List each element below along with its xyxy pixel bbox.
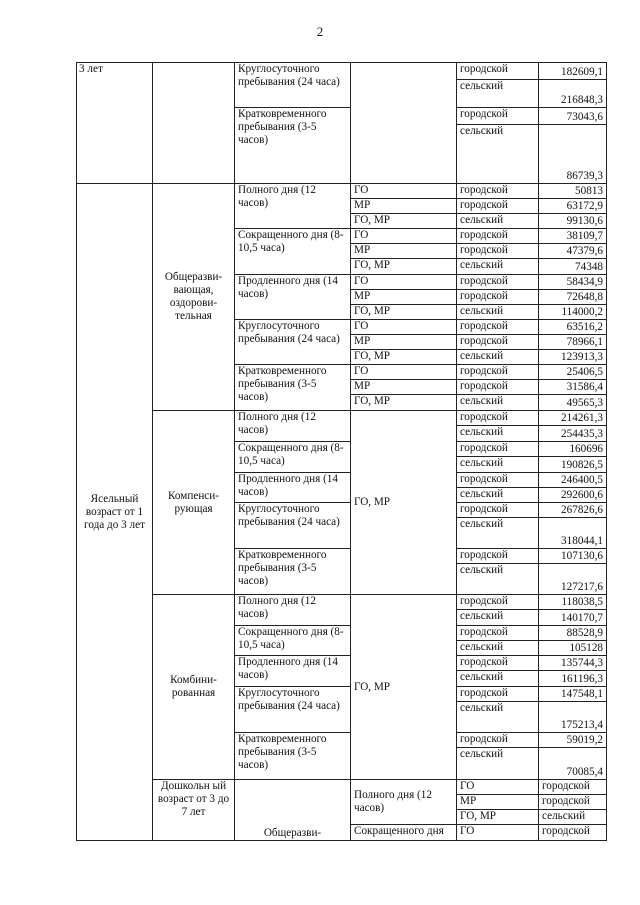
cost-value-cell: 86739,3 <box>539 125 607 184</box>
settlement-type-cell: сельский <box>457 350 539 365</box>
settlement-type-cell: сельский <box>457 564 539 595</box>
cost-value-cell: 182609,1 <box>539 63 607 80</box>
settlement-type-cell: городской <box>457 733 539 748</box>
settlement-type-cell: городской <box>457 473 539 488</box>
stay-mode-cell: Кратковременного пребывания (3-5 часов) <box>235 549 351 595</box>
territory-cell: МР <box>351 335 457 350</box>
cost-value-cell: 63172,9 <box>539 199 607 214</box>
settlement-type-cell: сельский <box>457 259 539 275</box>
settlement-type-cell: городской <box>457 442 539 457</box>
cost-value-cell: 72648,8 <box>539 290 607 305</box>
settlement-type-cell: сельский <box>457 214 539 229</box>
cost-value-cell: 47379,6 <box>539 244 607 259</box>
cost-value-cell: 25406,5 <box>539 365 607 380</box>
stay-mode-cell: Полного дня (12 часов) <box>351 780 457 825</box>
settlement-type-cell: городской <box>457 365 539 380</box>
stay-mode-cell: Продленного дня (14 часов) <box>235 656 351 687</box>
territory-cell: МР <box>457 795 539 810</box>
settlement-type-cell: сельский <box>457 748 539 780</box>
cost-value-cell: 50813 <box>539 184 607 199</box>
territory-cell: ГО <box>351 184 457 199</box>
territory-cell: ГО, МР <box>351 259 457 275</box>
program-type-cell <box>153 63 235 184</box>
cost-value-cell: 123913,3 <box>539 350 607 365</box>
territory-cell: ГО, МР <box>351 305 457 320</box>
territory-cell: ГО <box>351 320 457 335</box>
settlement-type-cell: сельский <box>457 80 539 108</box>
settlement-type-cell: городской <box>457 275 539 290</box>
settlement-type-cell: городской <box>457 656 539 671</box>
settlement-type-cell: сельский <box>457 488 539 503</box>
age-group-cell: Дошкольн ый возраст от 3 до 7 лет <box>153 780 235 841</box>
territory-cell: ГО <box>457 780 539 795</box>
tariff-table <box>76 62 607 841</box>
territory-cell: МР <box>351 199 457 214</box>
territory-cell: МР <box>351 244 457 259</box>
cost-value-cell: 216848,3 <box>539 80 607 108</box>
program-type-cell: Компенси-рующая <box>153 411 235 595</box>
settlement-type-cell: городской <box>457 411 539 426</box>
stay-mode-cell: Полного дня (12 часов) <box>235 411 351 442</box>
cost-value-cell: 107130,6 <box>539 549 607 564</box>
program-type-cell: Комбини-рованная <box>153 595 235 780</box>
table-row <box>77 595 607 610</box>
settlement-type-cell: сельский <box>457 395 539 411</box>
stay-mode-cell: Кратковременного пребывания (3-5 часов) <box>235 365 351 411</box>
stay-mode-cell: Продленного дня (14 часов) <box>235 473 351 503</box>
settlement-type-cell: городской <box>457 229 539 244</box>
cost-value-cell: 88528,9 <box>539 626 607 641</box>
table-row <box>77 780 607 795</box>
cost-value-cell: 135744,3 <box>539 656 607 671</box>
cost-value-cell: 114000,2 <box>539 305 607 320</box>
territory-cell: МР <box>351 380 457 395</box>
settlement-type-cell: городской <box>457 380 539 395</box>
table-row <box>77 184 607 199</box>
stay-mode-cell: Сокращенного дня (8-10,5 часа) <box>235 626 351 656</box>
cost-value-cell: 175213,4 <box>539 702 607 733</box>
territory-cell: ГО, МР <box>351 395 457 411</box>
settlement-type-cell: сельский <box>457 671 539 687</box>
territory-cell: ГО, МР <box>351 595 457 780</box>
stay-mode-cell: Круглосуточного пребывания (24 часа) <box>235 320 351 365</box>
settlement-type-cell: сельский <box>457 610 539 626</box>
territory-cell: ГО, МР <box>457 810 539 825</box>
settlement-type-cell: городской <box>457 199 539 214</box>
stay-mode-cell: Кратковременного пребывания (3-5 часов) <box>235 108 351 184</box>
cost-value-cell: 292600,6 <box>539 488 607 503</box>
cost-value-cell: 161196,3 <box>539 671 607 687</box>
settlement-type-cell: городской <box>539 795 607 810</box>
cost-value-cell: 70085,4 <box>539 748 607 780</box>
cost-value-cell: 58434,9 <box>539 275 607 290</box>
stay-mode-cell: Полного дня (12 часов) <box>235 595 351 626</box>
cost-value-cell: 190826,5 <box>539 457 607 473</box>
settlement-type-cell: городской <box>457 108 539 125</box>
cost-value-cell: 74348 <box>539 259 607 275</box>
cost-value-cell: 318044,1 <box>539 518 607 549</box>
settlement-type-cell: сельский <box>457 641 539 656</box>
stay-mode-cell: Сокращенного дня (8-10,5 часа) <box>235 229 351 275</box>
settlement-type-cell: сельский <box>457 305 539 320</box>
settlement-type-cell: городской <box>457 290 539 305</box>
territory-cell <box>351 63 457 184</box>
territory-cell: МР <box>351 290 457 305</box>
program-type-cell: Общеразви- <box>235 780 351 841</box>
territory-cell: ГО <box>457 825 539 841</box>
cost-value-cell: 38109,7 <box>539 229 607 244</box>
territory-cell: ГО, МР <box>351 214 457 229</box>
cost-value-cell: 63516,2 <box>539 320 607 335</box>
age-group-cell: 3 лет <box>77 63 153 184</box>
settlement-type-cell: сельский <box>457 426 539 442</box>
stay-mode-cell: Сокращенного дня <box>351 825 457 841</box>
table-row <box>77 63 607 80</box>
cost-value-cell: 78966,1 <box>539 335 607 350</box>
settlement-type-cell: городской <box>457 320 539 335</box>
territory-cell: ГО <box>351 365 457 380</box>
settlement-type-cell: городской <box>457 63 539 80</box>
cost-value-cell: 105128 <box>539 641 607 656</box>
tariff-table-container <box>76 62 606 840</box>
settlement-type-cell: сельский <box>539 810 607 825</box>
table-row <box>77 411 607 426</box>
stay-mode-cell: Продленного дня (14 часов) <box>235 275 351 320</box>
settlement-type-cell: городской <box>457 549 539 564</box>
stay-mode-cell: Круглосуточного пребывания (24 часа) <box>235 503 351 549</box>
cost-value-cell: 267826,6 <box>539 503 607 518</box>
settlement-type-cell: городской <box>539 780 607 795</box>
cost-value-cell: 147548,1 <box>539 687 607 702</box>
cost-value-cell: 59019,2 <box>539 733 607 748</box>
cost-value-cell: 140170,7 <box>539 610 607 626</box>
page-number: 2 <box>316 24 324 39</box>
settlement-type-cell: сельский <box>457 457 539 473</box>
territory-cell: ГО <box>351 229 457 244</box>
territory-cell: ГО, МР <box>351 350 457 365</box>
age-group-cell: Ясельный возраст от 1 года до 3 лет <box>77 184 153 841</box>
settlement-type-cell: сельский <box>457 702 539 733</box>
stay-mode-cell: Кратковременного пребывания (3-5 часов) <box>235 733 351 780</box>
cost-value-cell: 127217,6 <box>539 564 607 595</box>
cost-value-cell: 31586,4 <box>539 380 607 395</box>
cost-value-cell: 99130,6 <box>539 214 607 229</box>
cost-value-cell: 160696 <box>539 442 607 457</box>
cost-value-cell: 254435,3 <box>539 426 607 442</box>
cost-value-cell: 73043,6 <box>539 108 607 125</box>
cost-value-cell: 214261,3 <box>539 411 607 426</box>
settlement-type-cell: городской <box>457 244 539 259</box>
settlement-type-cell: сельский <box>457 518 539 549</box>
stay-mode-cell: Сокращенного дня (8-10,5 часа) <box>235 442 351 473</box>
program-type-cell: Общеразви-вающая, оздорови-тельная <box>153 184 235 411</box>
stay-mode-cell: Круглосуточного пребывания (24 часа) <box>235 63 351 108</box>
settlement-type-cell: городской <box>457 335 539 350</box>
cost-value-cell: 118038,5 <box>539 595 607 610</box>
cost-value-cell: 246400,5 <box>539 473 607 488</box>
settlement-type-cell: городской <box>457 687 539 702</box>
settlement-type-cell: городской <box>457 184 539 199</box>
cost-value-cell: 49565,3 <box>539 395 607 411</box>
settlement-type-cell: городской <box>539 825 607 841</box>
settlement-type-cell: городской <box>457 626 539 641</box>
settlement-type-cell: городской <box>457 595 539 610</box>
territory-cell: ГО <box>351 275 457 290</box>
settlement-type-cell: городской <box>457 503 539 518</box>
stay-mode-cell: Полного дня (12 часов) <box>235 184 351 229</box>
settlement-type-cell: сельский <box>457 125 539 184</box>
territory-cell: ГО, МР <box>351 411 457 595</box>
stay-mode-cell: Круглосуточного пребывания (24 часа) <box>235 687 351 733</box>
